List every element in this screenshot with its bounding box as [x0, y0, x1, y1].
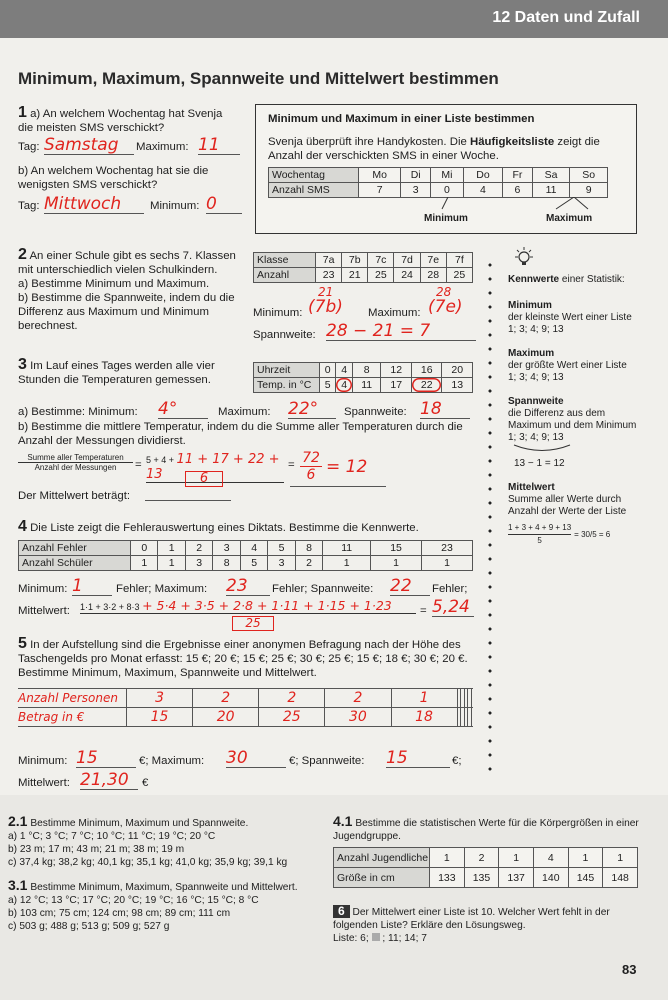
error-table — [18, 540, 473, 571]
task-3 — [18, 358, 250, 387]
exercise-6-number: 6 — [333, 905, 350, 918]
task-3b-text: b) Bestimme die mittlere Temperatur, indem du die Summe aller Temperaturen durch die Anzahl der Messungen dividierst. — [18, 421, 463, 447]
temperature-table — [253, 362, 473, 393]
error-table-cell: 1 — [422, 556, 473, 571]
sms-table-header: Wochentag — [269, 168, 359, 183]
task-2-min-hw-top: 21 — [318, 285, 334, 299]
mean-formula-bottom: 5 — [537, 536, 542, 545]
exercise-2-1-a: a) 1 °C; 3 °C; 7 °C; 10 °C; 11 °C; 19 °C; 20 °C — [8, 831, 216, 842]
lightbulb-icon — [512, 246, 536, 270]
class-table-cell: 7c — [368, 253, 394, 268]
height-table-cell: 1 — [430, 848, 465, 868]
task-3-text: Im Lauf eines Tages werden alle vier Stunden die Temperaturen gemessen. — [18, 360, 215, 386]
task-1b-answer-row — [18, 194, 248, 217]
task-4-mean-label: Mittelwert: — [18, 605, 70, 617]
temperature-table-cell: 20 — [442, 363, 473, 378]
height-table-cell: 145 — [568, 868, 603, 888]
task-4-label-3: Fehler; Spannweite: — [272, 583, 374, 595]
sms-table — [268, 167, 608, 198]
task-5 — [18, 637, 483, 680]
temperature-table-cell: 13 — [442, 378, 473, 393]
task-5-label-4: €; — [452, 755, 462, 767]
error-table-cell: 1 — [158, 556, 185, 571]
task-3a-min-answer[interactable]: 4° — [158, 400, 208, 419]
task-5-max-answer[interactable]: 30 — [226, 749, 286, 768]
sms-table-cell: Sa — [532, 168, 570, 183]
temperature-table-header: Uhrzeit — [254, 363, 320, 378]
error-table-cell: 1 — [131, 556, 158, 571]
mean-handwritten[interactable]: + 5·4 + 3·5 + 2·8 + 1·11 + 1·15 + 1·23 — [142, 598, 392, 613]
denominator-answer[interactable]: 6 — [185, 471, 223, 487]
task-5-mean-label: Mittelwert: — [18, 777, 70, 789]
error-table-cell: 4 — [240, 541, 267, 556]
allowance-cell[interactable]: 15 — [127, 708, 193, 727]
task-3a-range-label: Spannweite: — [344, 406, 407, 418]
temperature-table-cell: 4 — [336, 363, 352, 378]
sms-table-header: Anzahl SMS — [269, 183, 359, 198]
min-answer-field[interactable]: 0 — [206, 195, 242, 214]
error-table-row — [19, 541, 473, 556]
fraction-denominator-label: Anzahl der Messungen — [34, 463, 117, 472]
task-4-min-answer[interactable]: 1 — [72, 577, 112, 596]
class-table-cell: 21 — [342, 268, 368, 283]
sidebar-range-text: die Differenz aus dem Maximum und dem Minimum — [508, 408, 637, 431]
task-2-min-label: Minimum: — [253, 307, 303, 319]
class-table-cell: 7b — [342, 253, 368, 268]
sidebar-range-head: Spannweite — [508, 396, 564, 407]
sidebar-mean-text: Summe aller Werte durch Anzahl der Werte der Liste — [508, 494, 627, 517]
sms-table-cell: Mo — [359, 168, 401, 183]
exercise-6-list-end: ; 11; 14; 7 — [382, 933, 427, 944]
mean-formula-top: 1 + 3 + 4 + 9 + 13 — [508, 522, 571, 535]
height-table-cell: 1 — [499, 848, 534, 868]
task-4-text: Die Liste zeigt die Fehlerauswertung eines Diktats. Bestimme die Kennwerte. — [30, 522, 419, 534]
task-1a-text: a) An welchem Wochentag hat Svenja die meisten SMS verschickt? — [18, 108, 223, 134]
min-max-pointers — [256, 197, 636, 213]
error-table-cell: 1 — [323, 556, 371, 571]
task-3a-min-label: a) Bestimme: Minimum: — [18, 406, 138, 418]
error-table-cell: 15 — [371, 541, 422, 556]
temperature-table-cell: 5 — [320, 378, 336, 393]
class-table-header: Anzahl — [254, 268, 316, 283]
result-line — [290, 486, 386, 487]
class-table-cell: 7a — [316, 253, 342, 268]
exercise-2-1-c: c) 37,4 kg; 38,2 kg; 40,1 kg; 35,1 kg; 41,0 kg; 35,9 kg; 39,1 kg — [8, 857, 288, 868]
error-table-header: Anzahl Fehler — [19, 541, 131, 556]
exercise-2-1-b: b) 23 m; 17 m; 43 m; 21 m; 38 m; 19 m — [8, 844, 185, 855]
missing-value-box — [372, 933, 380, 941]
allowance-cell[interactable]: 3 — [127, 689, 193, 708]
task-4-range-answer[interactable]: 22 — [390, 577, 430, 596]
task-1-number: 1 — [18, 104, 27, 121]
allowance-row-label[interactable]: Anzahl Personen — [18, 689, 127, 708]
exercise-2-1-number: 2.1 — [8, 813, 28, 829]
class-table-cell: 23 — [316, 268, 342, 283]
height-table-cell: 4 — [533, 848, 568, 868]
height-table-cell: 137 — [499, 868, 534, 888]
class-table-cell: 7f — [446, 253, 472, 268]
info-maximum-label: Maximum — [546, 213, 593, 224]
temperature-table-cell-circled: 22 — [411, 378, 441, 393]
min-label: Minimum: — [150, 200, 200, 212]
allowance-cell[interactable]: 2 — [325, 689, 391, 708]
sms-table-cell: So — [570, 168, 608, 183]
result-denominator[interactable]: 6 — [306, 467, 316, 483]
exercise-3-1-a: a) 12 °C; 13 °C; 17 °C; 20 °C; 19 °C; 16 °C; 15 °C; 8 °C — [8, 895, 259, 906]
sidebar-statistics — [508, 274, 648, 547]
sms-table-cell: Mi — [431, 168, 464, 183]
allowance-cell[interactable]: 18 — [391, 708, 457, 727]
task-4-equals: = — [420, 605, 427, 617]
exercise-2-1 — [8, 815, 318, 869]
temperature-table-cell: 11 — [352, 378, 381, 393]
task-4-max-answer[interactable]: 23 — [226, 577, 270, 596]
task-1 — [18, 106, 238, 135]
sms-table-cell: 7 — [359, 183, 401, 198]
task-5-range-answer[interactable]: 15 — [386, 749, 450, 768]
sidebar-min-list: 1; 3; 4; 9; 13 — [508, 324, 564, 335]
sms-table-cell: 11 — [532, 183, 570, 198]
exercise-3-1-text: Bestimme Minimum, Maximum, Spannweite und Mittelwert. — [30, 882, 298, 893]
exercise-6 — [333, 905, 643, 945]
exercise-3-1 — [8, 879, 318, 933]
allowance-table — [18, 688, 473, 727]
class-table-header: Klasse — [254, 253, 316, 268]
allowance-cell[interactable]: 2 — [259, 689, 325, 708]
error-table-cell: 1 — [371, 556, 422, 571]
temperature-table-row — [254, 378, 473, 393]
tag-answer-field[interactable]: Samstag — [44, 136, 134, 155]
info-box-text: Svenja überprüft ihre Handykosten. Die Häufigkeitsliste zeigt die Anzahl der verschickten SMS in einer Woche. — [268, 136, 600, 162]
max-label: Maximum: — [136, 141, 189, 153]
mean-label: Der Mittelwert beträgt: — [18, 490, 131, 502]
exercise-3-1-b: b) 103 cm; 75 cm; 124 cm; 98 cm; 89 cm; 111 cm — [8, 908, 231, 919]
task-4-label-4: Fehler; — [432, 583, 468, 595]
result-value[interactable]: = 12 — [326, 457, 368, 477]
task-3a-max-label: Maximum: — [218, 406, 271, 418]
height-table-cell: 1 — [568, 848, 603, 868]
max-answer-field[interactable]: 11 — [198, 136, 240, 155]
error-table-cell: 0 — [131, 541, 158, 556]
task-4-mean-denominator[interactable]: 25 — [232, 616, 274, 631]
error-table-cell: 11 — [323, 541, 371, 556]
height-table-header: Größe in cm — [334, 868, 430, 888]
exercise-3-1-number: 3.1 — [8, 877, 28, 893]
error-table-cell: 3 — [268, 556, 295, 571]
exercise-2-1-text: Bestimme Minimum, Maximum und Spannweite. — [30, 818, 249, 829]
class-table — [253, 252, 473, 283]
class-table-cell: 25 — [368, 268, 394, 283]
allowance-cell[interactable]: 25 — [259, 708, 325, 727]
sms-table-cell: Fr — [503, 168, 533, 183]
sms-table-cell: 6 — [503, 183, 533, 198]
sidebar-range-list: 1; 3; 4; 9; 13 — [508, 432, 564, 443]
tag2-answer-field[interactable]: Mittwoch — [44, 195, 144, 214]
height-table-row — [334, 848, 638, 868]
temperature-table-cell: 8 — [352, 363, 381, 378]
task-5-euro: € — [142, 777, 149, 789]
task-2 — [18, 248, 250, 333]
sms-table-cell: 9 — [570, 183, 608, 198]
task-4-mean-numerator — [80, 598, 416, 614]
task-2-range-label: Spannweite: — [253, 329, 316, 341]
class-table-cell: 7d — [394, 253, 420, 268]
task-2-text: An einer Schule gibt es sechs 7. Klassen mit unterschiedlich vielen Schulkindern. — [18, 250, 236, 276]
temperature-table-row — [254, 363, 473, 378]
error-table-cell: 1 — [158, 541, 185, 556]
height-table-row — [334, 868, 638, 888]
sms-table-cell: 3 — [401, 183, 431, 198]
sidebar-max-head: Maximum — [508, 348, 555, 359]
mean-answer-field[interactable] — [145, 500, 231, 501]
mean-printed: 1·1 + 3·2 + 8·3 — [80, 602, 140, 612]
error-table-row — [19, 556, 473, 571]
mean-formula-result: = 30/5 = 6 — [574, 529, 611, 539]
temperature-table-cell: 0 — [320, 363, 336, 378]
height-table-cell: 140 — [533, 868, 568, 888]
error-table-header: Anzahl Schüler — [19, 556, 131, 571]
height-table — [333, 847, 638, 888]
sidebar-range-calc: 13 − 1 = 12 — [514, 458, 565, 469]
task-4 — [18, 520, 419, 535]
equals-sign-2: = — [288, 459, 295, 471]
allowance-cell[interactable]: 30 — [325, 708, 391, 727]
height-table-cell: 1 — [603, 848, 638, 868]
error-table-cell: 5 — [240, 556, 267, 571]
class-table-cell: 7e — [420, 253, 446, 268]
sms-table-row-counts — [269, 183, 608, 198]
sidebar-min-head: Minimum — [508, 300, 552, 311]
class-table-row — [254, 253, 473, 268]
task-2-max-answer[interactable]: (7e) — [428, 297, 463, 317]
sidebar-title-rest: einer Statistik: — [561, 274, 625, 285]
task-2a-text: a) Bestimme Minimum und Maximum. — [18, 278, 210, 290]
task-2-max-label: Maximum: — [368, 307, 421, 319]
height-table-cell: 2 — [464, 848, 499, 868]
allowance-cell-empty[interactable] — [471, 689, 473, 708]
class-table-cell: 28 — [420, 268, 446, 283]
height-table-cell: 135 — [464, 868, 499, 888]
task-3-number: 3 — [18, 356, 27, 373]
task-2-number: 2 — [18, 246, 27, 263]
extra-exercises — [0, 795, 668, 1000]
exercise-4-1 — [333, 815, 643, 843]
allowance-table-row — [18, 708, 473, 727]
sidebar-title-bold: Kennwerte — [508, 274, 560, 285]
task-5-min-label: Minimum: — [18, 755, 68, 767]
error-table-cell: 3 — [185, 556, 212, 571]
allowance-table-row — [18, 689, 473, 708]
tag2-label: Tag: — [18, 200, 40, 212]
height-table-cell: 148 — [603, 868, 638, 888]
task-4-number: 4 — [18, 518, 27, 535]
sum-handwritten[interactable]: 11 + 17 + 22 + 13 — [146, 452, 280, 482]
class-table-cell: 24 — [394, 268, 420, 283]
error-table-cell: 2 — [185, 541, 212, 556]
chapter-title: 12 Daten und Zufall — [492, 9, 640, 26]
task-5-number: 5 — [18, 635, 27, 652]
allowance-cell[interactable]: 2 — [193, 689, 259, 708]
task-1b-text: b) An welchem Wochentag hat sie die wenigsten SMS verschickt? — [18, 165, 209, 191]
page-title: Minimum, Maximum, Spannweite und Mittelwert bestimmen — [18, 69, 499, 88]
sidebar-min-text: der kleinste Wert einer Liste — [508, 312, 632, 323]
temperature-table-cell: 17 — [381, 378, 411, 393]
error-table-cell: 23 — [422, 541, 473, 556]
temperature-table-cell: 16 — [411, 363, 441, 378]
sms-table-row-days — [269, 168, 608, 183]
result-numerator[interactable]: 72 — [300, 450, 322, 467]
info-box-min-max — [255, 104, 637, 234]
error-table-cell: 5 — [268, 541, 295, 556]
exercise-6-text: Der Mittelwert einer Liste ist 10. Welcher Wert fehlt in der folgenden Liste? Erkläre den Lösungsweg. — [333, 907, 610, 931]
sidebar-mean-formula — [508, 522, 648, 547]
height-table-header: Anzahl Jugendliche — [334, 848, 430, 868]
task-2-range-answer[interactable]: 28 − 21 = 7 — [326, 322, 476, 341]
exercise-3-1-c: c) 503 g; 488 g; 513 g; 509 g; 527 g — [8, 921, 170, 932]
task-2-min-answer[interactable]: (7b) — [308, 297, 343, 317]
class-table-row — [254, 268, 473, 283]
error-table-cell: 8 — [295, 541, 322, 556]
task-1a-answer-row — [18, 135, 248, 158]
task-3a-range-answer[interactable]: 18 — [420, 400, 470, 419]
sidebar-max-text: der größte Wert einer Liste — [508, 360, 627, 371]
task-2b-text: b) Bestimme die Spannweite, indem du die Differenz aus Maximum und Minimum berechnest. — [18, 292, 235, 332]
chapter-header — [0, 0, 668, 38]
sum-printed: 5 + 4 + — [146, 455, 175, 465]
fraction-numerator-label: Summe aller Temperaturen — [18, 453, 133, 463]
task-5-label-2: €; Maximum: — [139, 755, 205, 767]
task-5-text: In der Aufstellung sind die Ergebnisse einer anonymen Befragung nach der Höhe des Taschengelds pro Monat erfasst: 15 €; 20 €; 15 €; 25 €; 30 €; 25 €; 15 €; 18 €; 30 €; 20 €. Bestimme Minimum, Maximum, Spannweite und Mittelwert. — [18, 639, 468, 679]
allowance-cell[interactable]: 1 — [391, 689, 457, 708]
sms-table-cell: 0 — [431, 183, 464, 198]
tag-label: Tag: — [18, 141, 40, 153]
allowance-cell[interactable]: 20 — [193, 708, 259, 727]
exercise-4-1-text: Bestimme die statistischen Werte für die Körpergrößen in einer Jugendgruppe. — [333, 818, 639, 842]
page-number: 83 — [622, 962, 637, 977]
task-5-label-3: €; Spannweite: — [289, 755, 365, 767]
sidebar-mean-head: Mittelwert — [508, 482, 555, 493]
sms-table-cell: 4 — [463, 183, 502, 198]
sidebar-max-list: 1; 3; 4; 9; 13 — [508, 372, 564, 383]
allowance-cell-empty[interactable] — [471, 708, 473, 727]
temperature-table-cell: 12 — [381, 363, 411, 378]
task-3a-max-answer[interactable]: 22° — [288, 400, 336, 419]
task-5-min-answer[interactable]: 15 — [76, 749, 136, 768]
class-table-cell: 25 — [446, 268, 472, 283]
error-table-cell: 3 — [213, 541, 240, 556]
task-4-mean-answer[interactable]: 5,24 — [432, 598, 474, 617]
task-5-mean-answer[interactable]: 21,30 — [80, 771, 138, 790]
task-2-max-hw-top: 28 — [436, 285, 452, 299]
allowance-row-label[interactable]: Betrag in € — [18, 708, 127, 727]
mean-fraction-label — [18, 453, 133, 472]
temperature-table-cell-circled: 4 — [336, 378, 352, 393]
error-table-cell: 8 — [213, 556, 240, 571]
sms-table-cell: Di — [401, 168, 431, 183]
temperature-table-header: Temp. in °C — [254, 378, 320, 393]
exercise-4-1-number: 4.1 — [333, 813, 353, 829]
task-4-label-2: Fehler; Maximum: — [116, 583, 208, 595]
error-table-cell: 2 — [295, 556, 322, 571]
height-table-cell: 133 — [430, 868, 465, 888]
range-arc — [508, 444, 578, 454]
info-box-title: Minimum und Maximum in einer Liste bestimmen — [268, 113, 535, 125]
sidebar-divider — [487, 258, 493, 778]
sms-table-cell: Do — [463, 168, 502, 183]
exercise-6-list-start: Liste: 6; — [333, 933, 369, 944]
info-minimum-label: Minimum — [424, 213, 468, 224]
task-4-min-label: Minimum: — [18, 583, 68, 595]
equals-sign: = — [135, 459, 142, 471]
